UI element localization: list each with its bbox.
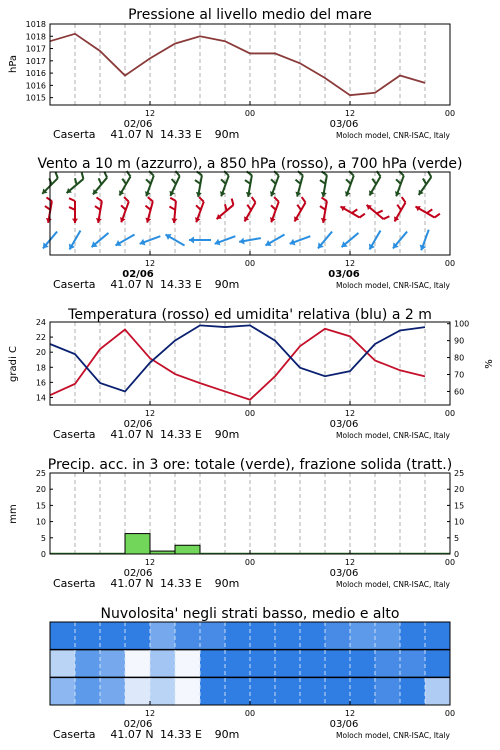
pressure-line	[50, 34, 425, 95]
pressure-plot-frame	[50, 24, 450, 105]
model-credit: Moloch model, CNR-ISAC, Italy	[336, 580, 450, 589]
cloud-cell	[200, 650, 226, 678]
y-tick-label: 16	[35, 378, 46, 388]
y-tick-label: 24	[35, 318, 46, 327]
wind-barb	[195, 171, 202, 196]
wind-barb	[145, 197, 152, 222]
elevation: 90m	[214, 278, 240, 291]
x-tick-label: 12	[344, 409, 356, 418]
wind-barb	[169, 198, 177, 223]
wind-barb	[270, 197, 279, 222]
cloud-cell	[400, 677, 426, 705]
cloud-cell	[50, 677, 76, 705]
wind-barb	[220, 171, 229, 196]
wind-chart-title: Vento a 10 m (azzurro), a 850 hPa (rosso), a 700 hPa (verde)	[37, 156, 463, 172]
location-name: Caserta	[53, 728, 96, 741]
humidity-line	[50, 325, 425, 391]
cloud-cell	[275, 622, 301, 650]
y2-tick-label: 100	[454, 319, 470, 329]
cloud-cell	[375, 677, 401, 705]
x-tick-label: 00	[244, 558, 256, 567]
date-label: 02/06	[123, 568, 153, 579]
y-tick-label: 5	[40, 533, 46, 543]
cloud-cell	[300, 622, 326, 650]
barb-feather	[170, 198, 176, 201]
cloud-cell	[250, 622, 276, 650]
y-tick-label: 0	[40, 550, 46, 559]
model-credit: Moloch model, CNR-ISAC, Italy	[336, 731, 450, 740]
y-tick-label: 22	[35, 333, 46, 343]
wind-barb	[345, 171, 354, 196]
barb-feather	[169, 207, 175, 210]
barb-feather	[252, 197, 256, 202]
barb-feather	[75, 178, 77, 184]
y-tick-label: 1018	[25, 20, 46, 29]
date-label: 03/06	[329, 419, 359, 430]
precipitation-chart-title: Precip. acc. in 3 ore: totale (verde), frazione solida (tratt.)	[47, 457, 453, 473]
y-tick-label: 10	[35, 517, 46, 527]
y-tick-label: 15	[35, 501, 46, 511]
y-tick-label: 1017	[25, 56, 46, 66]
barb-feather	[96, 197, 101, 201]
location-name: Caserta	[53, 128, 96, 141]
cloud-cell	[375, 650, 401, 678]
barb-feather	[104, 172, 107, 178]
cloud-cell	[50, 650, 76, 678]
barb-feather	[232, 199, 234, 205]
cloud-cell	[425, 650, 451, 678]
cloud-cell	[275, 650, 301, 678]
y-tick-label: 1018	[25, 32, 46, 42]
cloud-cell	[150, 650, 176, 678]
wind-arrow	[69, 230, 81, 249]
elevation: 90m	[214, 128, 240, 141]
cloud-cell	[225, 650, 251, 678]
wind-barb	[120, 197, 129, 222]
cloud-cell	[375, 622, 401, 650]
cloud-cell	[300, 677, 326, 705]
barb-feather	[99, 178, 102, 184]
y-tick-label: 20	[35, 485, 46, 495]
y-tick-label: 1017	[25, 44, 46, 54]
longitude: 14.33 E	[160, 128, 202, 141]
latitude: 41.07 N	[110, 278, 154, 291]
cloud-cell	[175, 622, 201, 650]
elevation: 90m	[214, 728, 240, 741]
date-label: 03/06	[329, 719, 359, 730]
y-tick-label: 1016	[25, 69, 46, 79]
humidity-y-axis-label: %	[484, 359, 495, 369]
wind-arrow	[420, 230, 429, 251]
longitude: 14.33 E	[160, 577, 202, 590]
precipitation-plot-frame	[50, 473, 450, 554]
barb-head	[72, 219, 78, 223]
cloud-cell	[325, 650, 351, 678]
longitude: 14.33 E	[160, 728, 202, 741]
cloud-cell	[250, 650, 276, 678]
pressure-y-axis-label: hPa	[8, 54, 19, 74]
y2-tick-label: 0	[454, 550, 460, 559]
cloud-cell	[400, 650, 426, 678]
barb-feather	[372, 179, 376, 184]
cloud-cell	[350, 677, 376, 705]
barb-feather	[321, 197, 326, 201]
barb-feather	[46, 197, 51, 201]
wind-barb	[270, 171, 279, 196]
x-tick-label: 00	[244, 409, 256, 418]
model-credit: Moloch model, CNR-ISAC, Italy	[336, 131, 450, 140]
location-name: Caserta	[53, 577, 96, 590]
location-name: Caserta	[53, 428, 96, 441]
y2-tick-label: 80	[454, 353, 465, 363]
barb-feather	[427, 209, 432, 213]
y2-tick-label: 10	[454, 517, 465, 527]
barb-feather	[302, 197, 306, 202]
barb-feather	[360, 214, 365, 218]
barb-feather	[352, 209, 357, 213]
x-tick-label: 00	[444, 409, 456, 418]
date-label: 03/06	[329, 119, 359, 130]
wind-barb	[367, 205, 390, 219]
cloud-cell	[225, 622, 251, 650]
wind-barb	[145, 171, 154, 196]
wind-barb	[95, 197, 102, 222]
cloud-cell	[425, 677, 451, 705]
model-credit: Moloch model, CNR-ISAC, Italy	[336, 281, 450, 290]
date-label: 02/06	[123, 719, 153, 730]
latitude: 41.07 N	[110, 128, 154, 141]
model-credit: Moloch model, CNR-ISAC, Italy	[336, 431, 450, 440]
y-tick-label: 1016	[25, 81, 46, 91]
longitude: 14.33 E	[160, 278, 202, 291]
cloud-cell	[125, 650, 151, 678]
x-tick-label: 00	[444, 259, 456, 268]
cloud-cell	[175, 650, 201, 678]
barb-feather	[377, 211, 383, 214]
wind-barb	[320, 197, 327, 222]
date-label: 02/06	[122, 269, 154, 280]
cloud-cell	[175, 677, 201, 705]
barb-feather	[69, 198, 75, 201]
x-tick-label: 12	[344, 709, 356, 718]
x-tick-label: 00	[444, 709, 456, 718]
cloud-cell	[75, 622, 101, 650]
date-label: 02/06	[123, 119, 153, 130]
latitude: 41.07 N	[110, 428, 154, 441]
x-tick-label: 12	[344, 259, 356, 268]
temperature-humidity-panel	[8, 307, 495, 405]
temperature-line	[50, 329, 425, 400]
cloud-cell	[75, 677, 101, 705]
cloud-cell	[425, 622, 451, 650]
cloud-cell	[100, 677, 126, 705]
barb-feather	[122, 179, 126, 184]
temperature-chart-title: Temperatura (rosso) ed umidita' relativa (blu) a 2 m	[68, 307, 432, 323]
cloud-cell	[350, 622, 376, 650]
arrow-head	[189, 237, 194, 244]
cloud-cell	[325, 622, 351, 650]
date-label: 03/06	[328, 269, 360, 280]
cloud-cell	[150, 677, 176, 705]
x-tick-label: 12	[144, 709, 156, 718]
y2-tick-label: 60	[454, 387, 465, 397]
cloud-cell	[125, 677, 151, 705]
y-tick-label: 25	[35, 469, 46, 478]
cloud-cell	[300, 650, 326, 678]
y2-tick-label: 70	[454, 370, 465, 380]
wind-panel	[37, 156, 462, 255]
wind-barb	[395, 171, 404, 196]
temperature-y-axis-label: gradi C	[8, 346, 19, 382]
cloud-cell	[200, 677, 226, 705]
y-tick-label: 14	[35, 393, 46, 403]
cloud-cell	[50, 622, 76, 650]
barb-feather	[297, 205, 301, 210]
precip-bar	[175, 545, 200, 554]
barb-head	[171, 218, 177, 223]
x-tick-label: 12	[144, 109, 156, 118]
y2-tick-label: 25	[454, 469, 465, 478]
cloud-cell	[325, 677, 351, 705]
wind-barb	[340, 206, 364, 217]
x-tick-label: 12	[144, 409, 156, 418]
x-tick-label: 12	[344, 109, 356, 118]
wind-barb	[320, 171, 327, 196]
x-tick-label: 12	[144, 558, 156, 567]
x-tick-label: 00	[244, 709, 256, 718]
y2-tick-label: 90	[454, 336, 465, 346]
date-label: 03/06	[329, 568, 359, 579]
date-label: 02/06	[123, 419, 153, 430]
x-tick-label: 12	[144, 259, 156, 268]
y-tick-label: 18	[35, 363, 46, 373]
precipitation-y-axis-label: mm	[8, 504, 19, 524]
cloud-cell	[100, 622, 126, 650]
y2-tick-label: 20	[454, 485, 465, 495]
location-name: Caserta	[53, 278, 96, 291]
y2-tick-label: 15	[454, 501, 465, 511]
wind-barb	[245, 171, 252, 196]
cloud-cell	[350, 650, 376, 678]
precipitation-panel	[8, 457, 464, 559]
elevation: 90m	[214, 577, 240, 590]
y-tick-label: 1015	[25, 93, 46, 103]
cloud-cell	[225, 677, 251, 705]
wind-barb	[295, 171, 302, 196]
barb-feather	[397, 205, 401, 210]
x-tick-label: 00	[244, 259, 256, 268]
y-tick-label: 20	[35, 348, 46, 358]
pressure-panel	[8, 7, 450, 105]
longitude: 14.33 E	[160, 428, 202, 441]
barb-feather	[82, 173, 84, 179]
cloud-cell	[275, 677, 301, 705]
cloud-cell	[100, 650, 126, 678]
barb-feather	[383, 216, 389, 219]
barb-feather	[435, 214, 440, 218]
cloud-chart-title: Nuvolosita' negli strati basso, medio e alto	[100, 606, 400, 622]
cloud-cell	[400, 622, 426, 650]
barb-feather	[402, 197, 406, 202]
wind-barb	[45, 197, 52, 222]
cloud-cell	[250, 677, 276, 705]
latitude: 41.07 N	[110, 728, 154, 741]
cloud-cell	[150, 622, 176, 650]
barb-feather	[247, 205, 251, 210]
cloud-cell	[125, 622, 151, 650]
barb-feather	[55, 172, 57, 178]
precip-bar	[125, 534, 150, 554]
cloud-cell	[200, 622, 226, 650]
x-tick-label: 12	[344, 558, 356, 567]
latitude: 41.07 N	[110, 577, 154, 590]
cloud-cell	[75, 650, 101, 678]
wind-barb	[69, 198, 78, 223]
wind-arrow	[369, 230, 381, 249]
x-tick-label: 00	[444, 109, 456, 118]
elevation: 90m	[214, 428, 240, 441]
x-tick-label: 00	[244, 109, 256, 118]
pressure-chart-title: Pressione al livello medio del mare	[128, 7, 372, 23]
y2-tick-label: 5	[454, 533, 460, 543]
wind-barb	[415, 206, 439, 217]
x-tick-label: 00	[444, 558, 456, 567]
cloud-cover-panel	[50, 606, 451, 706]
wind-barb	[195, 197, 204, 222]
